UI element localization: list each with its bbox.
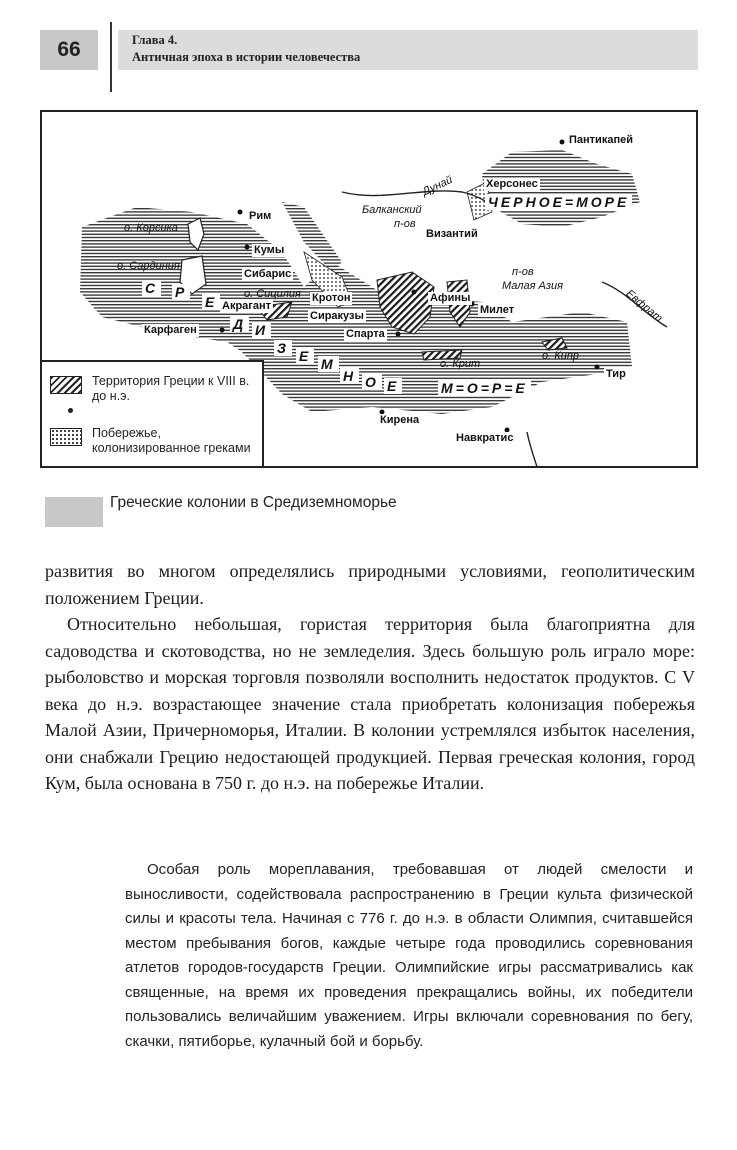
label-miletus: Милет [480,304,515,316]
header-divider [110,22,112,92]
paragraph-2: Относительно небольшая, гористая территория была благоприятна для садоводства и скотоводства, но не земледелия. Здесь большую роль играло море: рыболовство и морская торговля позволяли восполнить недостаток продуктов. С V века до н.э. возрастающее значение стала приобретать колонизация побережья Малой Азии, Причерноморья, Италии. В колонии устремлялся избыток населения, они снабжали Грецию недостающей продукцией. Первая греческая колония, город Кум, была основана в 750 г. до н.э. на побережье Италии. [45,614,695,793]
label-sybaris: Сибарис [244,268,292,280]
label-sea-s: С [142,280,161,296]
legend-hatch-swatch [50,376,82,394]
label-croton: Кротон [312,292,351,304]
label-sea-o: О [362,374,382,390]
main-text [45,558,695,797]
label-danube: Дунай [420,173,455,199]
page-number: 66 [40,30,98,70]
label-athens: Афины [430,292,471,304]
map-caption: Греческие колонии в Средиземноморье [110,494,397,511]
label-carthage: Карфаген [144,324,197,336]
label-sea-word: М=О=Р=Е [438,380,531,396]
legend-row-coast [50,426,252,456]
label-black-sea: ЧЕРНОЕ=МОРЕ [485,194,632,210]
colonies-map [40,110,698,468]
label-sea-e1: Е [202,294,220,310]
caption-marker [45,497,103,527]
label-khersones: Херсонес [486,178,538,190]
label-balkan-2: п-ов [394,218,416,230]
label-cyprus: о. Кипр [542,350,580,362]
label-euphrates: Евфрат [623,287,665,325]
label-tyre: Тир [606,368,626,380]
label-rome: Рим [249,210,272,222]
label-sea-n: Н [340,368,359,384]
label-syracuse: Сиракузы [310,310,364,322]
label-akragant: Акрагант [222,300,272,312]
label-sparta: Спарта [346,328,385,340]
paragraph-1: развития во многом определялись природными условиями, геополитическим положением Греции. [45,561,695,608]
map-legend [42,360,264,466]
label-sea-r: Р [172,284,190,300]
legend-dots-swatch [50,428,82,446]
olympics-inset: Особая роль мореплавания, требовавшая от людей смелости и выносливости, содействовала распространению в Греции культа физической силы и красоты тела. Начиная с 776 г. до н.э. в области Олимпия, считавшейся местом пребывания богов, каждые четыре года проводились соревнования атлетов городов-государств Греции. Олимпийские игры рассматривались как священные, на время их проведения прекращались войны, их победители пользовались величайшим уважением. Игры включали соревнования по бегу, скачки, пятиборье, кулачный бой и борьбу. [125,861,693,1050]
nile-river [527,432,538,468]
label-sea-e3: Е [384,378,402,394]
running-header [132,32,360,66]
danube-river [342,191,487,202]
label-crete: о. Крит [440,358,481,370]
label-sea-m: М [318,356,339,372]
label-kuma: Кумы [254,244,285,256]
label-sea-z: З [274,340,292,356]
label-corsica: о. Корсика [124,222,178,234]
label-sea-e2: Е [296,348,314,364]
label-balkan-1: Балканский [362,204,422,216]
label-pantikapei: Пантикапей [569,134,633,146]
label-cyrene: Кирена [380,414,420,426]
chapter-title: Античная эпоха в истории человечества [132,50,361,64]
label-asia-minor-1: п-ов [512,266,534,278]
label-sea-d: Д [230,316,249,332]
label-asia-minor-2: Малая Азия [502,280,563,292]
label-sea-i: И [252,322,271,338]
legend-greece-text: Территория Греции к VIII в. до н.э. [92,374,250,403]
label-sicily: о. Сицилия [244,288,301,300]
chapter-label: Глава 4. [132,33,178,47]
legend-coast-text: Побережье, колонизированное греками [92,426,251,455]
legend-city-dot [68,408,73,413]
legend-row-greece [50,374,252,404]
label-naucratis: Навкратис [456,432,514,444]
label-byzantium: Византий [426,228,478,240]
label-sardinia: о. Сардиния [117,260,180,272]
